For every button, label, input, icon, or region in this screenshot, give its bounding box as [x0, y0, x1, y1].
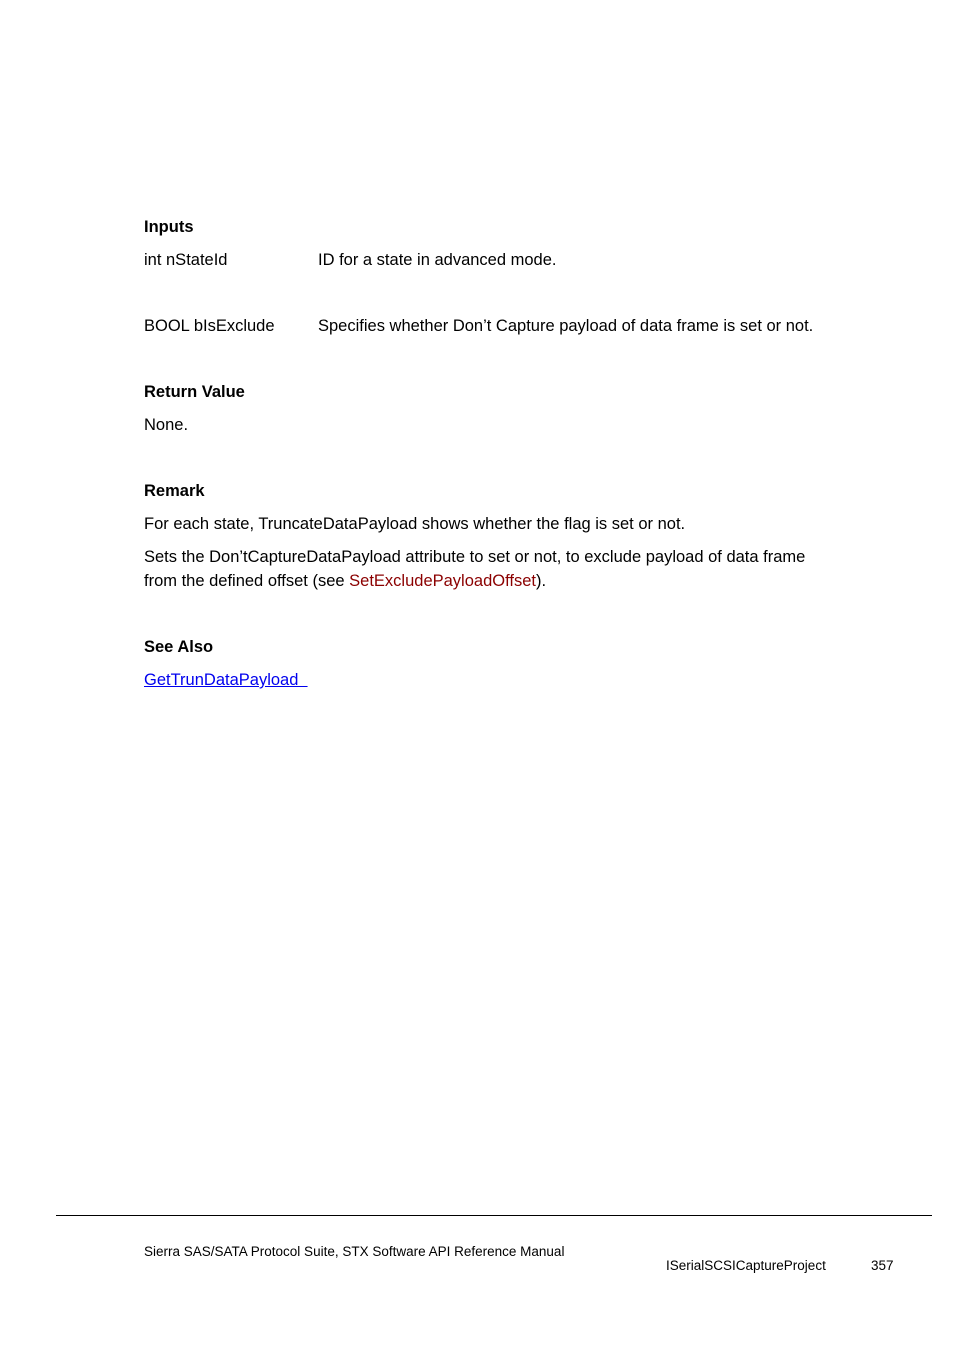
- remark-paragraph-1: For each state, TruncateDataPayload shows whether the flag is set or not.: [144, 515, 686, 533]
- footer-section-name: ISerialSCSICaptureProject: [666, 1258, 826, 1273]
- remark-paragraph-2-line-2: [144, 571, 546, 591]
- return-value-heading: Return Value: [144, 383, 245, 401]
- footer-manual-title: Sierra SAS/SATA Protocol Suite, STX Software API Reference Manual: [144, 1244, 565, 1259]
- param-name-nstateid: int nStateId: [144, 251, 228, 269]
- inputs-heading: Inputs: [144, 218, 194, 236]
- footer-page-number: 357: [871, 1258, 894, 1273]
- footer-divider: [56, 1215, 932, 1216]
- remark-heading: Remark: [144, 482, 205, 500]
- remark-line-2-prefix: from the defined offset (see: [144, 572, 350, 590]
- get-trun-data-payload-link[interactable]: GetTrunDataPayload: [144, 671, 308, 689]
- param-name-bisexclude: BOOL bIsExclude: [144, 317, 275, 335]
- remark-line-2-suffix: ).: [535, 572, 547, 590]
- set-exclude-payload-offset-link[interactable]: SetExcludePayloadOffset: [349, 572, 536, 590]
- see-also-heading: See Also: [144, 638, 214, 656]
- remark-paragraph-2-line-1: Sets the Don’tCaptureDataPayload attribute to set or not, to exclude payload of data frame: [144, 548, 806, 566]
- return-value-text: None.: [144, 416, 189, 434]
- param-description-nstateid: ID for a state in advanced mode.: [318, 251, 557, 269]
- param-description-bisexclude: Specifies whether Don’t Capture payload of data frame is set or not.: [318, 317, 814, 335]
